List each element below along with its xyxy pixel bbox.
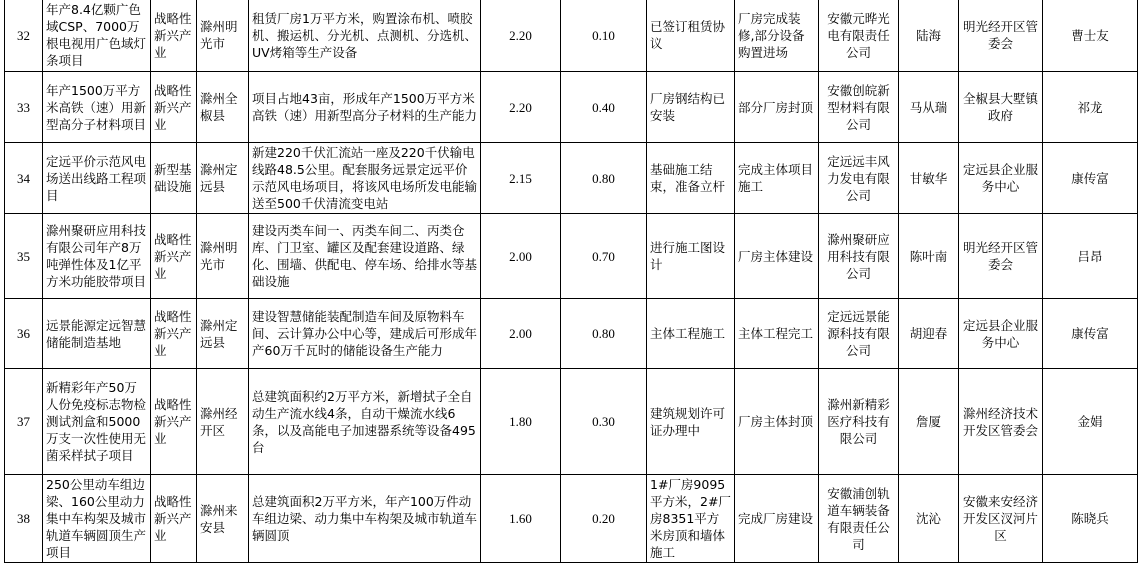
year-target: 完成厂房建设 [735,475,819,563]
row-number: 38 [5,475,43,563]
year-target: 厂房主体建设 [735,214,819,299]
project-category: 战略性新兴产业 [151,72,197,143]
company-name: 安徽浦创轨道车辆装备有限责任公司 [819,475,899,563]
year-target: 厂房主体封顶 [735,369,819,475]
row-number: 35 [5,214,43,299]
contact-person: 马从瑞 [899,72,959,143]
table-row [5,299,1138,369]
planned-investment: 0.10 [561,0,647,72]
year-target: 部分厂房封顶 [735,72,819,143]
row-number: 32 [5,0,43,72]
contact-person: 陆海 [899,0,959,72]
project-location: 滁州定远县 [197,299,249,369]
project-location: 滁州定远县 [197,143,249,214]
construction-content: 总建筑面积约2万平方米，新增拭子全自动生产流水线4条，自动干燥流水线6条，以及高能电子加速器系统等设备495台 [249,369,481,475]
responsible-unit: 滁州经济技术开发区管委会 [959,369,1043,475]
contact-person: 甘敏华 [899,143,959,214]
responsible-unit: 安徽来安经济开发区汊河片区 [959,475,1043,563]
project-name: 新精彩年产50万人份免疫标志物检测试剂盒和5000万支一次性使用无菌采样拭子项目 [43,369,151,475]
construction-content: 新建220千伏汇流站一座及220千伏输电线路48.5公里。配套服务远景定远平价示范风电场项目，将该风电场所发电能输送至500千伏清流变电站 [249,143,481,214]
project-table-body [5,0,1138,563]
total-investment: 1.80 [481,369,561,475]
project-location: 滁州全椒县 [197,72,249,143]
current-progress: 建筑规划许可证办理中 [647,369,735,475]
project-category: 战略性新兴产业 [151,369,197,475]
responsible-unit: 定远县企业服务中心 [959,143,1043,214]
current-progress: 基础施工结束，准备立杆 [647,143,735,214]
year-target: 厂房完成装修,部分设备购置进场 [735,0,819,72]
contact-person: 沈沁 [899,475,959,563]
project-name: 年产1500万平方米高铁（速）用新型高分子材料项目 [43,72,151,143]
project-category: 战略性新兴产业 [151,0,197,72]
planned-investment: 0.80 [561,299,647,369]
project-location: 滁州明光市 [197,214,249,299]
construction-content: 租赁厂房1万平方米，购置涂布机、喷胶机、搬运机、分光机、点测机、分选机、UV烤箱等生产设备 [249,0,481,72]
total-investment: 2.00 [481,214,561,299]
project-name: 滁州聚研应用科技有限公司年产8万吨弹性体及1亿平方米功能胶带项目 [43,214,151,299]
total-investment: 2.20 [481,0,561,72]
company-name: 定远远丰风力发电有限公司 [819,143,899,214]
total-investment: 2.00 [481,299,561,369]
contact-person: 胡迎春 [899,299,959,369]
responsible-unit: 明光经开区管委会 [959,214,1043,299]
responsible-leader: 陈晓兵 [1043,475,1138,563]
row-number: 37 [5,369,43,475]
current-progress: 主体工程施工 [647,299,735,369]
company-name: 定远远景能源科技有限公司 [819,299,899,369]
row-number: 33 [5,72,43,143]
table-row [5,475,1138,563]
current-progress: 进行施工图设计 [647,214,735,299]
project-name: 年产8.4亿颗广色域CSP、7000万根电视用广色域灯条项目 [43,0,151,72]
table-row [5,214,1138,299]
total-investment: 2.15 [481,143,561,214]
construction-content: 建设智慧储能装配制造车间及原物料车间、云计算办公中心等，建成后可形成年产60万千瓦时的储能设备生产能力 [249,299,481,369]
company-name: 安徽元晔光电有限责任公司 [819,0,899,72]
contact-person: 陈叶南 [899,214,959,299]
project-location: 滁州来安县 [197,475,249,563]
current-progress: 已签订租赁协议 [647,0,735,72]
responsible-leader: 康传富 [1043,143,1138,214]
planned-investment: 0.80 [561,143,647,214]
row-number: 34 [5,143,43,214]
responsible-leader: 康传富 [1043,299,1138,369]
year-target: 主体工程完工 [735,299,819,369]
responsible-unit: 全椒县大墅镇政府 [959,72,1043,143]
construction-content: 总建筑面积2万平方米，年产100万件动车组边梁、动力集中车构架及城市轨道车辆圆顶 [249,475,481,563]
row-number: 36 [5,299,43,369]
responsible-leader: 金娟 [1043,369,1138,475]
table-row [5,0,1138,72]
construction-content: 项目占地43亩，形成年产1500万平方米高铁（速）用新型高分子材料的生产能力 [249,72,481,143]
year-target: 完成主体项目施工 [735,143,819,214]
company-name: 滁州新精彩医疗科技有限公司 [819,369,899,475]
construction-content: 建设丙类车间一、丙类车间二、丙类仓库、门卫室、罐区及配套建设道路、绿化、围墙、供配电、停车场、给排水等基础设施 [249,214,481,299]
company-name: 安徽创皖新型材料有限公司 [819,72,899,143]
project-name: 250公里动车组边梁、160公里动力集中车构架及城市轨道车辆圆顶生产项目 [43,475,151,563]
responsible-leader: 曹士友 [1043,0,1138,72]
planned-investment: 0.30 [561,369,647,475]
total-investment: 1.60 [481,475,561,563]
project-name: 定远平价示范风电场送出线路工程项目 [43,143,151,214]
responsible-leader: 吕昂 [1043,214,1138,299]
table-row [5,72,1138,143]
total-investment: 2.20 [481,72,561,143]
project-location: 滁州经开区 [197,369,249,475]
planned-investment: 0.70 [561,214,647,299]
current-progress: 1#厂房9095平方米，2#厂房8351平方米房顶和墙体施工 [647,475,735,563]
table-row [5,143,1138,214]
company-name: 滁州聚研应用科技有限公司 [819,214,899,299]
project-table [4,0,1138,563]
project-name: 远景能源定远智慧储能制造基地 [43,299,151,369]
responsible-leader: 祁龙 [1043,72,1138,143]
project-location: 滁州明光市 [197,0,249,72]
table-row [5,369,1138,475]
project-category: 战略性新兴产业 [151,299,197,369]
planned-investment: 0.40 [561,72,647,143]
planned-investment: 0.20 [561,475,647,563]
project-category: 战略性新兴产业 [151,475,197,563]
project-category: 战略性新兴产业 [151,214,197,299]
current-progress: 厂房钢结构已安装 [647,72,735,143]
project-category: 新型基础设施 [151,143,197,214]
responsible-unit: 定远县企业服务中心 [959,299,1043,369]
responsible-unit: 明光经开区管委会 [959,0,1043,72]
contact-person: 詹厦 [899,369,959,475]
